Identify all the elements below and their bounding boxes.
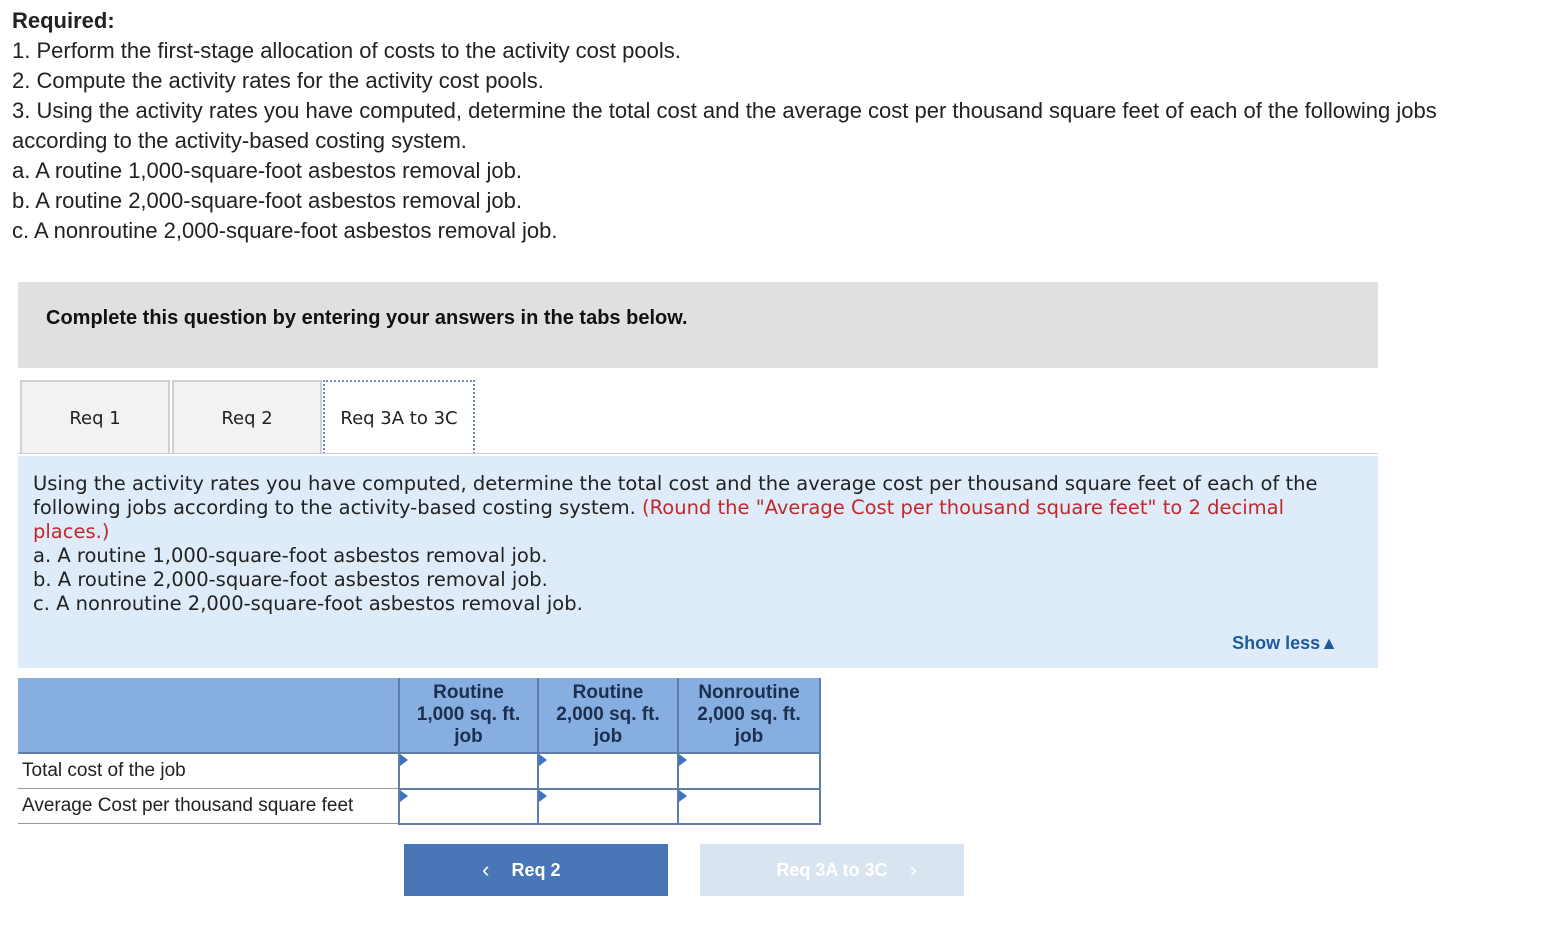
- panel-item-a: a. A routine 1,000-square-foot asbestos removal job.: [33, 544, 548, 567]
- instructions-banner: [18, 282, 1378, 368]
- header-nonroutine-2000: [678, 678, 820, 753]
- rounding-note: (Round the "Average Cost per thousand square feet" to 2 decimal places.): [33, 496, 1284, 543]
- header-line: Nonroutine: [698, 682, 800, 703]
- tab-divider: [18, 453, 1378, 454]
- next-req-3a-to-3c-button[interactable]: [700, 844, 964, 896]
- requirements-heading: Required:: [12, 8, 115, 33]
- show-less-link[interactable]: Show less▲: [1232, 633, 1338, 653]
- table-row-total-cost: [18, 753, 820, 789]
- header-line: job: [454, 726, 483, 747]
- tab-req-1[interactable]: Req 1: [20, 380, 170, 454]
- next-button-label: Req 3A to 3C: [776, 859, 888, 880]
- input-flag-icon: [400, 754, 408, 766]
- input-average-cost-routine-2000[interactable]: [539, 790, 677, 822]
- requirement-3c: c. A nonroutine 2,000-square-foot asbestos removal job.: [12, 218, 558, 243]
- header-line: Routine: [433, 682, 504, 703]
- row-label-total-cost: Total cost of the job: [18, 753, 399, 789]
- input-total-cost-nonroutine-2000[interactable]: [679, 755, 819, 787]
- header-line: job: [734, 726, 764, 747]
- panel-item-c: c. A nonroutine 2,000-square-foot asbestos removal job.: [33, 592, 583, 615]
- panel-instruction: [33, 472, 1363, 544]
- input-average-cost-nonroutine-2000[interactable]: [679, 790, 819, 822]
- banner-text: Complete this question by entering your answers in the tabs below.: [46, 307, 688, 329]
- requirement-3b: b. A routine 2,000-square-foot asbestos removal job.: [12, 188, 522, 213]
- input-flag-icon: [539, 754, 547, 766]
- prev-req-2-button[interactable]: [404, 844, 668, 896]
- requirement-1: 1. Perform the first-stage allocation of costs to the activity cost pools.: [12, 38, 681, 63]
- cell-total-cost-routine-2000: [538, 753, 678, 789]
- answer-table: [18, 678, 821, 825]
- table-row-average-cost: [18, 789, 820, 824]
- tab-req-3a-to-3c[interactable]: Req 3A to 3C: [323, 380, 475, 454]
- cell-total-cost-routine-1000: [399, 753, 538, 789]
- requirement-3: 3. Using the activity rates you have computed, determine the total cost and the average cost per thousand square feet of each of the following jobs according to the activity-based costing system.: [12, 98, 1437, 153]
- chevron-left-icon: ‹: [482, 857, 490, 882]
- input-flag-icon: [679, 754, 687, 766]
- question-panel: [18, 456, 1378, 668]
- header-line: job: [593, 726, 623, 747]
- chevron-right-icon: ›: [909, 857, 917, 882]
- input-flag-icon: [679, 790, 687, 802]
- requirements-section: [12, 6, 1522, 246]
- header-routine-1000: [399, 678, 538, 753]
- panel-instruction-text: Using the activity rates you have computed, determine the total cost and the average cost per thousand square feet of each of the following jobs according to the activity-based costing system.: [33, 472, 1318, 519]
- requirement-3a: a. A routine 1,000-square-foot asbestos removal job.: [12, 158, 522, 183]
- cell-average-cost-routine-1000: [399, 789, 538, 824]
- cell-average-cost-routine-2000: [538, 789, 678, 824]
- table-header-row: [18, 678, 820, 753]
- input-total-cost-routine-1000[interactable]: [400, 755, 537, 787]
- input-flag-icon: [400, 790, 408, 802]
- cell-total-cost-nonroutine-2000: [678, 753, 820, 789]
- input-total-cost-routine-2000[interactable]: [539, 755, 677, 787]
- panel-item-b: b. A routine 2,000-square-foot asbestos removal job.: [33, 568, 548, 591]
- cell-average-cost-nonroutine-2000: [678, 789, 820, 824]
- tab-req-2[interactable]: Req 2: [172, 380, 322, 454]
- show-less-label: Show less: [1232, 633, 1321, 653]
- requirement-2: 2. Compute the activity rates for the activity cost pools.: [12, 68, 544, 93]
- header-line: 2,000 sq. ft.: [556, 704, 660, 725]
- prev-button-label: Req 2: [511, 859, 561, 880]
- header-blank: [18, 678, 399, 753]
- header-routine-2000: [538, 678, 678, 753]
- header-line: Routine: [572, 682, 644, 703]
- input-flag-icon: [539, 790, 547, 802]
- row-label-average-cost: Average Cost per thousand square feet: [18, 789, 399, 824]
- input-average-cost-routine-1000[interactable]: [400, 790, 537, 822]
- header-line: 1,000 sq. ft.: [416, 704, 521, 725]
- header-line: 2,000 sq. ft.: [697, 704, 801, 725]
